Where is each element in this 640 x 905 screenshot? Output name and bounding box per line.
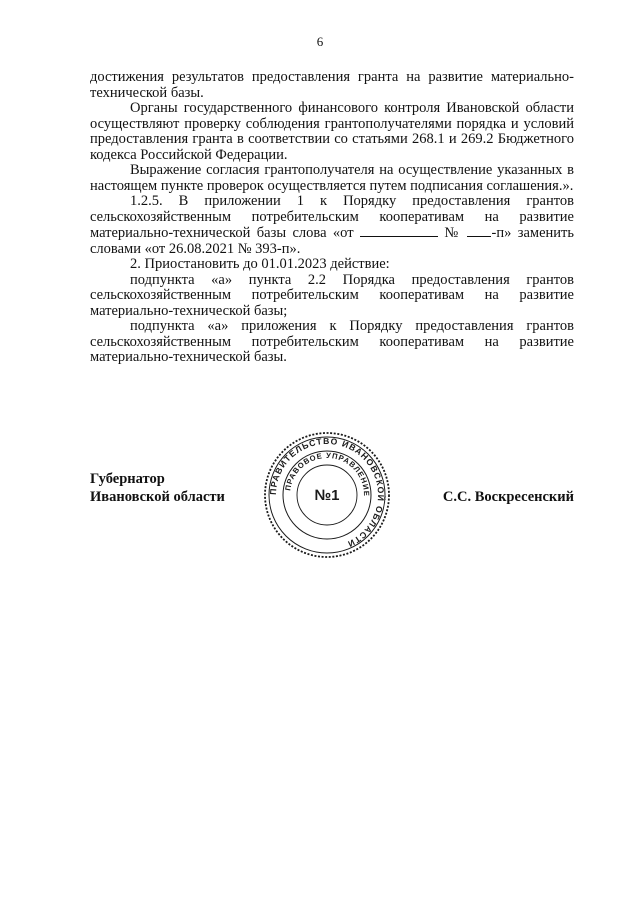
signature-position-line1: Губернатор <box>90 471 165 487</box>
stamp-outer-text: ПРАВИТЕЛЬСТВО ИВАНОВСКОЙ ОБЛАСТИ <box>267 435 387 550</box>
date-blank <box>360 225 438 237</box>
paragraph-subitem-a-appendix: подпункта «а» приложения к Порядку предоставления грантов сельскохозяйственным потребительским кооперативам на развитие материально-технической базы. <box>90 318 574 365</box>
document-body <box>90 70 574 366</box>
signature-name: С.С. Воскресенский <box>442 489 574 505</box>
paragraph-1-2-5-before: 1.2.5. В приложении 1 к Порядку предоставления грантов сельскохозяйственным потребительским кооперативам на развитие материально-технической базы слова «от <box>90 193 574 241</box>
paragraph-1-2-5 <box>90 194 574 257</box>
paragraph-subitem-a-2-2: подпункта «а» пункта 2.2 Порядка предоставления грантов сельскохозяйственным потребительским кооперативам на развитие материально-технической базы; <box>90 271 574 319</box>
paragraph-suspend: 2. Приостановить до 01.01.2023 действие: <box>130 256 390 272</box>
paragraph-financial-control: Органы государственного финансового контроля Ивановской области осуществляют проверку соблюдения грантополучателями порядка и условий предоставления гранта в соответствии со статьями 268.1 и 269.2 Бюджетного кодекса Российской Федерации. <box>90 100 574 163</box>
signature-position <box>90 470 225 506</box>
stamp-number: №1 <box>314 487 340 504</box>
number-sign: № <box>444 225 462 241</box>
paragraph-continuation: достижения результатов предоставления гранта на развитие материально-технической базы. <box>90 69 574 101</box>
signature-position-line2: Ивановской области <box>90 489 225 505</box>
number-suffix: -п» <box>491 225 512 241</box>
page-number: 6 <box>316 34 324 49</box>
stamp-inner-text: ПРАВОВОЕ УПРАВЛЕНИЕ <box>283 450 372 497</box>
paragraph-1-2-5-after: заменить словами «от 26.08.2021 № 393-п». <box>90 225 574 257</box>
paragraph-consent: Выражение согласия грантополучателя на осуществление указанных в настоящем пункте проверок осуществляется путем подписания соглашения.». <box>90 162 574 194</box>
official-stamp <box>262 430 392 560</box>
number-blank <box>467 225 491 237</box>
